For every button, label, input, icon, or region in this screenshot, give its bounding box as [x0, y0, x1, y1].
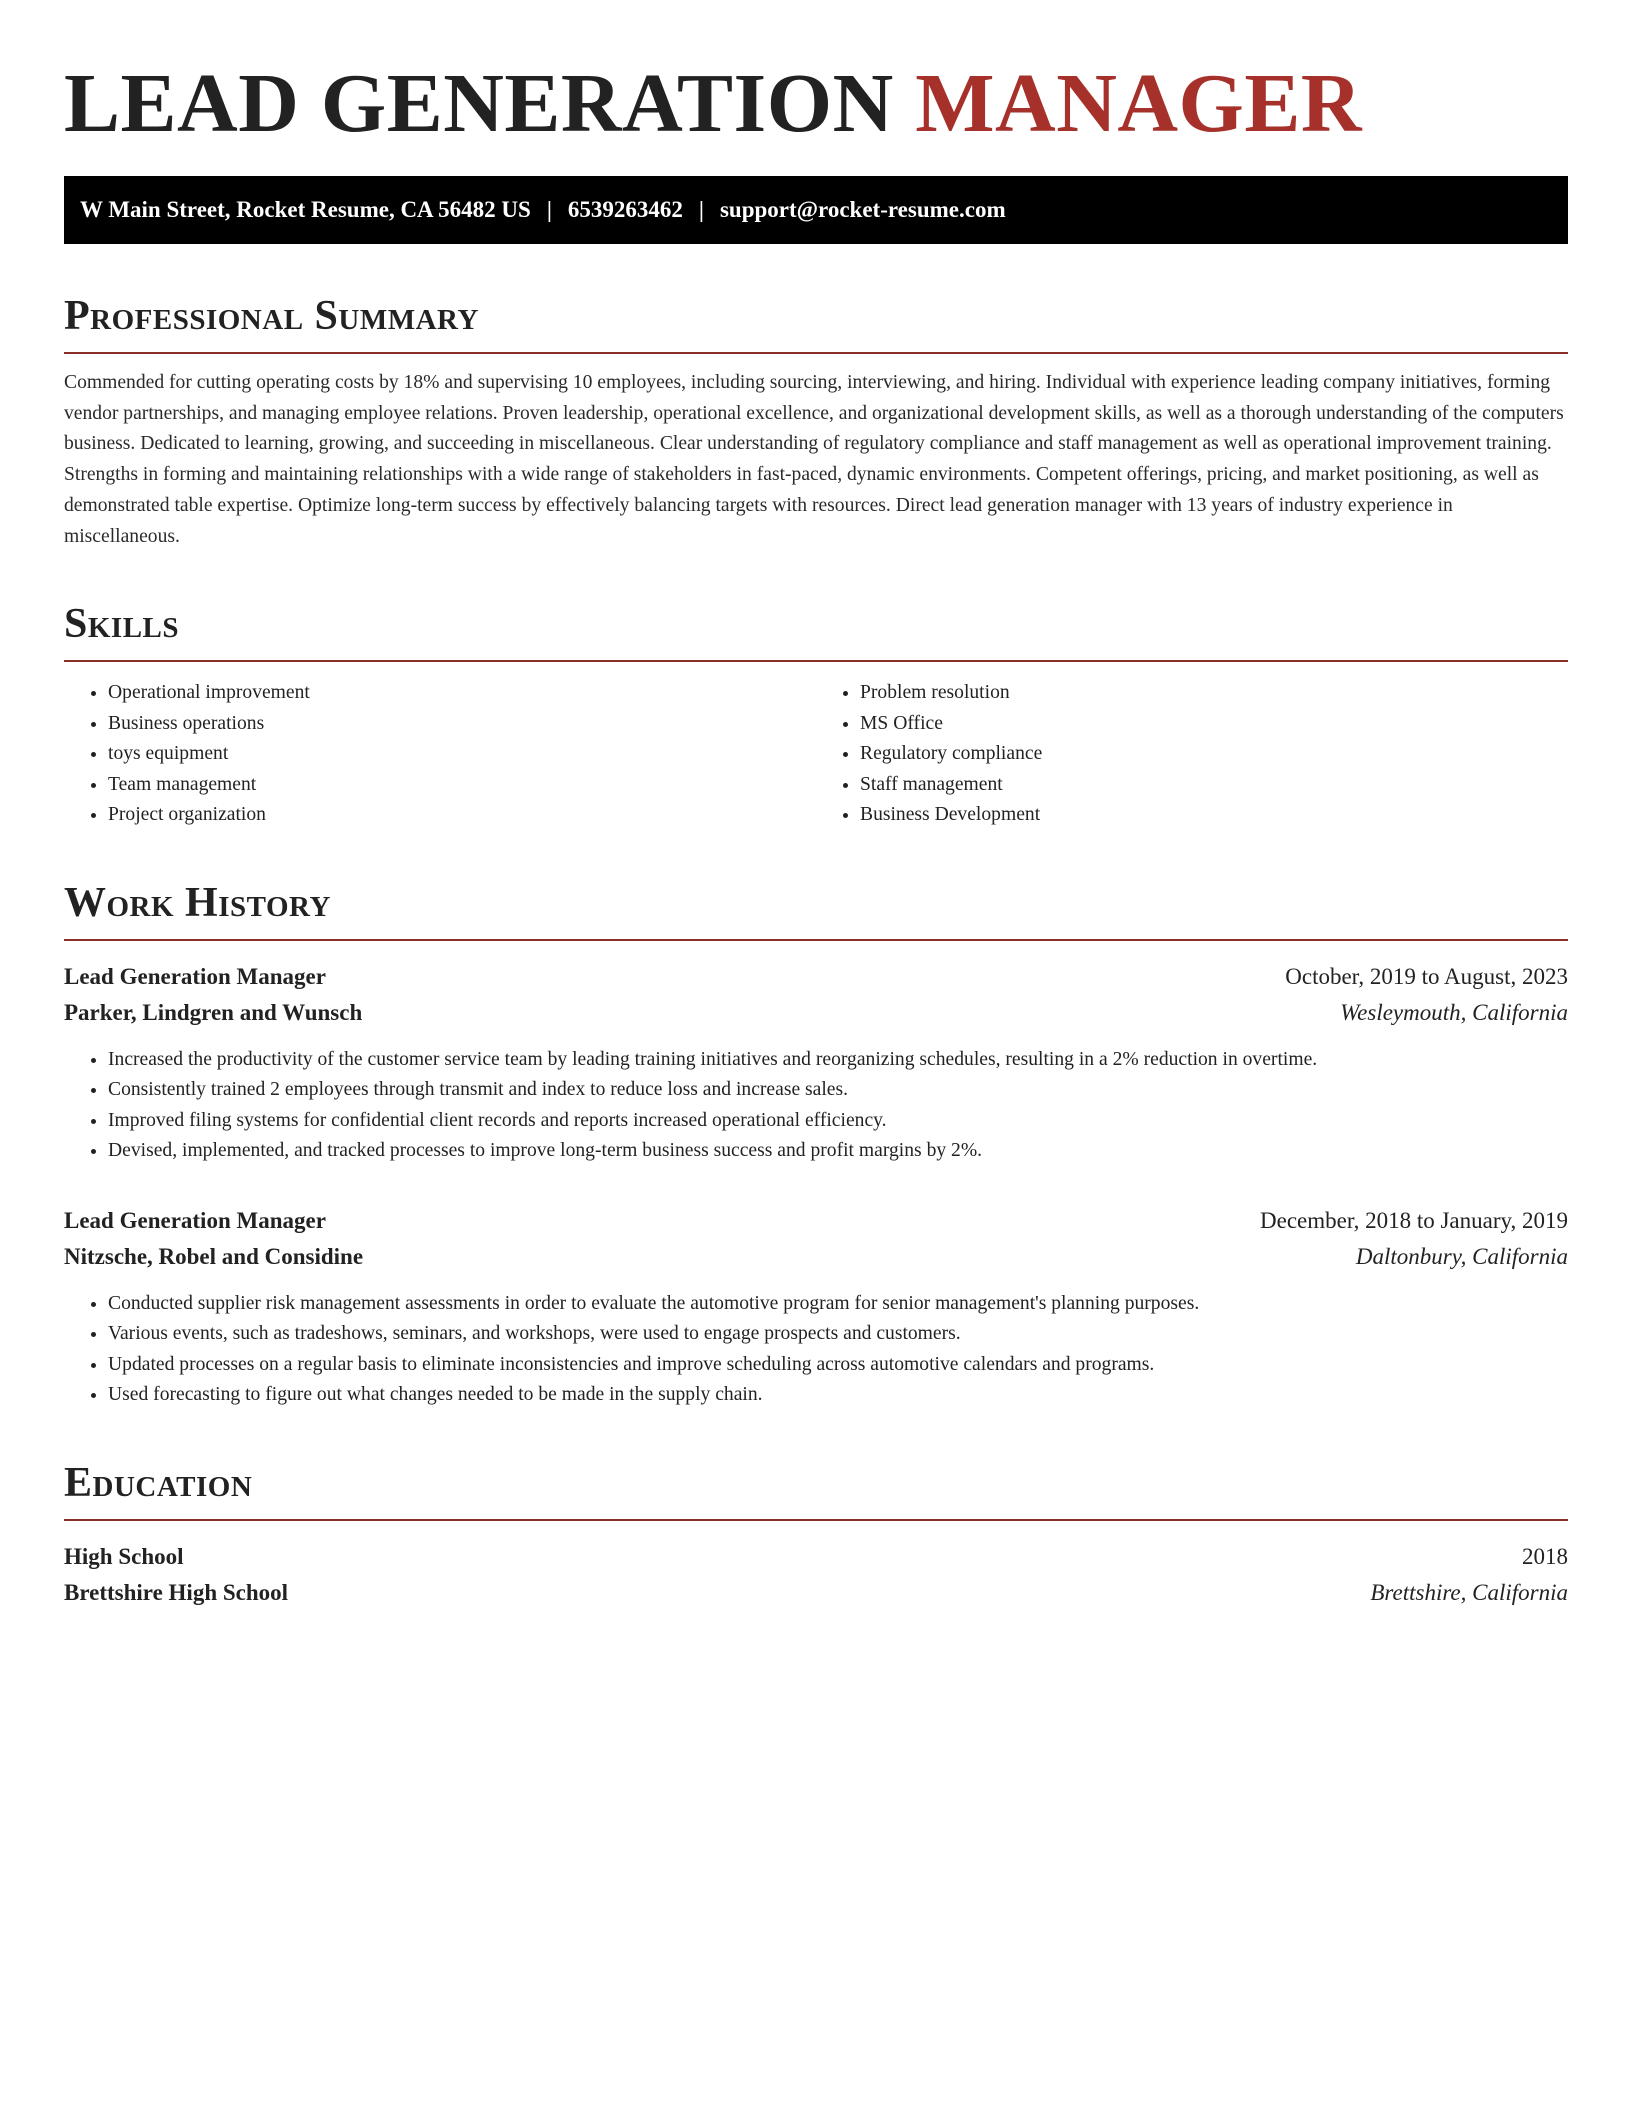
education-year: 2018: [1522, 1543, 1568, 1569]
skills-column-left: [64, 678, 816, 831]
contact-separator: |: [546, 197, 552, 222]
skill-item: • MS Office: [860, 709, 1568, 740]
job-company-row: [64, 995, 1568, 1031]
job-bullet: • Conducted supplier risk management assessments in order to evaluate the automotive program for senior management's planning purposes.: [108, 1289, 1568, 1320]
section-divider: [64, 1519, 1568, 1521]
summary-heading: Professional Summary: [64, 293, 479, 339]
contact-address: W Main Street, Rocket Resume, CA 56482 US: [80, 197, 531, 222]
job-bullets: [64, 1289, 1568, 1411]
job-entry: [64, 959, 1568, 1167]
job-header: [64, 1203, 1568, 1239]
job-dates: October, 2019 to August, 2023: [1285, 963, 1568, 989]
job-bullet: • Improved filing systems for confidential client records and reports increased operational efficiency.: [108, 1106, 1568, 1137]
skills-heading: Skills: [64, 601, 180, 648]
job-bullet: • Updated processes on a regular basis to eliminate inconsistencies and improve scheduling across automotive calendars and programs.: [108, 1350, 1568, 1381]
education-header: [64, 1539, 1568, 1575]
contact-phone: 6539263462: [567, 197, 683, 222]
name-primary: LEAD GENERATION: [64, 57, 894, 150]
education-school-row: [64, 1575, 1568, 1611]
section-divider: [64, 352, 1568, 354]
skill-item: • Regulatory compliance: [860, 739, 1568, 770]
education-heading: Education: [64, 1459, 253, 1506]
name-accent: MANAGER: [915, 57, 1363, 150]
section-divider: [64, 939, 1568, 941]
work-history-heading: Work History: [64, 879, 331, 926]
summary-text: Commended for cutting operating costs by 18% and supervising 10 employees, including sourcing, interviewing, and hiring. Individual with experience leading company initiatives, forming vendor partnerships, and managing employee relations. Proven leadership, operational excellence, and organizational development skills, as well as a thorough understanding of the computers business. Dedicated to learning, growing, and succeeding in miscellaneous. Clear understanding of regulatory compliance and staff management as well as operational improvement training. Strengths in forming and maintaining relationships with a wide range of stakeholders in fast-paced, dynamic environments. Competent offerings, pricing, and market positioning, as well as demonstrated table expertise. Optimize long-term success by effectively balancing targets with resources. Direct lead generation manager with 13 years of industry experience in miscellaneous.: [64, 372, 1564, 547]
resume-name: [64, 56, 1568, 152]
skills-column-right: [816, 678, 1568, 831]
skill-item: • Operational improvement: [108, 678, 816, 709]
job-company-row: [64, 1239, 1568, 1275]
skill-item: • Problem resolution: [860, 678, 1568, 709]
skill-item: • toys equipment: [108, 739, 816, 770]
skill-item: • Business Development: [860, 800, 1568, 831]
job-header: [64, 959, 1568, 995]
contact-email[interactable]: support@rocket-resume.com: [719, 197, 1006, 222]
job-bullet: • Increased the productivity of the customer service team by leading training initiatives and reorganizing schedules, resulting in a 2% reduction in overtime.: [108, 1045, 1568, 1076]
job-bullet: • Consistently trained 2 employees through transmit and index to reduce loss and increase sales.: [108, 1075, 1568, 1106]
education-entry: [64, 1539, 1568, 1611]
job-entry: [64, 1203, 1568, 1411]
education-location: Brettshire, California: [1370, 1579, 1568, 1605]
job-company: Nitzsche, Robel and Considine: [64, 1243, 364, 1269]
job-title: Lead Generation Manager: [64, 1207, 326, 1233]
education-school: Brettshire High School: [64, 1579, 289, 1605]
skill-item: • Team management: [108, 770, 816, 801]
job-company: Parker, Lindgren and Wunsch: [64, 999, 363, 1025]
job-location: Wesleymouth, California: [1340, 999, 1568, 1025]
job-bullet: • Various events, such as tradeshows, seminars, and workshops, were used to engage prospects and customers.: [108, 1319, 1568, 1350]
contact-separator: |: [698, 197, 704, 222]
job-location: Daltonbury, California: [1355, 1243, 1568, 1269]
education-degree: High School: [64, 1543, 184, 1569]
skill-item: • Project organization: [108, 800, 816, 831]
skill-item: • Staff management: [860, 770, 1568, 801]
job-title: Lead Generation Manager: [64, 963, 326, 989]
job-bullet: • Used forecasting to figure out what changes needed to be made in the supply chain.: [108, 1380, 1568, 1411]
skills-list: [64, 678, 1568, 831]
skill-item: • Business operations: [108, 709, 816, 740]
job-bullets: [64, 1045, 1568, 1167]
job-bullet: • Devised, implemented, and tracked processes to improve long-term business success and profit margins by 2%.: [108, 1136, 1568, 1167]
job-dates: December, 2018 to January, 2019: [1260, 1207, 1568, 1233]
section-divider: [64, 660, 1568, 662]
contact-bar: [64, 176, 1568, 244]
